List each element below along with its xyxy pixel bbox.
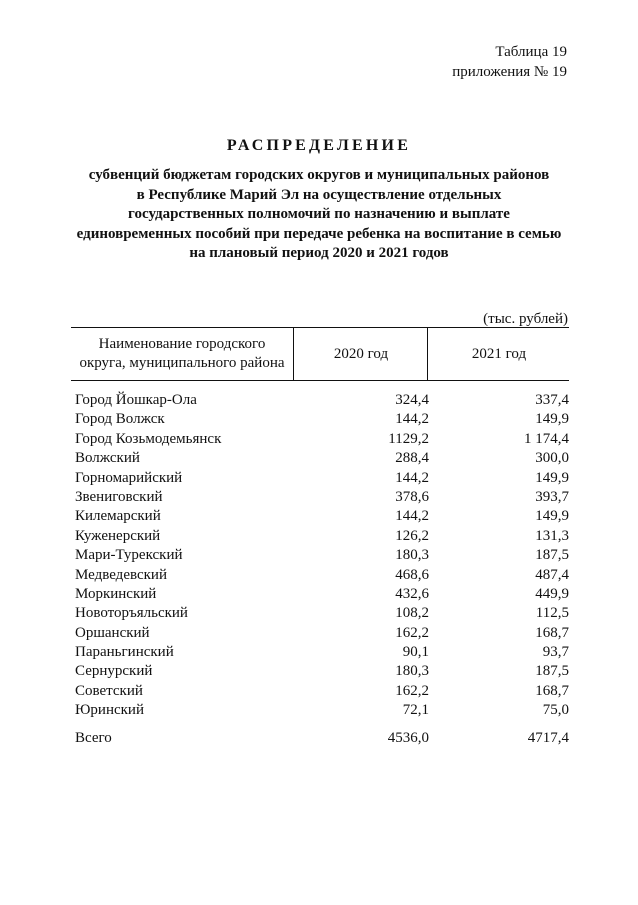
row-value-2020: 144,2 [395, 411, 429, 428]
table-row [71, 701, 569, 720]
row-value-2021: 393,7 [535, 488, 569, 505]
row-value-2021: 187,5 [535, 663, 569, 680]
subtitle-line: единовременных пособий при передаче ребенка на воспитание в семью [76, 225, 562, 242]
row-value-2021: 149,9 [535, 469, 569, 486]
row-name: Параньгинский [75, 644, 174, 661]
row-value-2020: 144,2 [395, 469, 429, 486]
table-row [71, 643, 569, 662]
table-row [71, 585, 569, 604]
row-value-2021: 487,4 [535, 566, 569, 583]
row-name: Оршанский [75, 624, 150, 641]
units-label: (тыс. рублей) [483, 311, 568, 327]
row-value-2021: 1 174,4 [524, 430, 569, 447]
total-2021: 4717,4 [527, 730, 569, 746]
table-row [71, 566, 569, 585]
row-value-2021: 75,0 [542, 702, 569, 719]
row-name: Моркинский [75, 585, 157, 602]
row-name: Куженерский [75, 527, 161, 544]
table-row [71, 449, 569, 468]
header-name-line2: округа, муниципального района [79, 355, 285, 371]
row-name: Медведевский [75, 566, 167, 583]
header-name [71, 328, 293, 380]
table-row [71, 488, 569, 507]
row-value-2020: 144,2 [395, 508, 429, 525]
row-name: Волжский [75, 450, 140, 467]
row-value-2021: 168,7 [535, 624, 569, 641]
table-row [71, 624, 569, 643]
row-value-2020: 324,4 [395, 392, 429, 408]
distribution-table [71, 327, 569, 746]
row-value-2021: 149,9 [535, 508, 569, 525]
table-header [71, 327, 569, 381]
row-value-2021: 449,9 [535, 585, 569, 602]
table-row [71, 469, 569, 488]
table-body [71, 391, 569, 721]
row-name: Советский [75, 682, 143, 699]
table-row [71, 391, 569, 410]
row-value-2020: 72,1 [402, 702, 429, 719]
row-value-2020: 180,3 [395, 663, 429, 680]
table-row [71, 527, 569, 546]
row-name: Сернурский [75, 663, 153, 680]
table-row [71, 682, 569, 701]
row-name: Звениговский [75, 488, 163, 505]
row-value-2020: 180,3 [395, 547, 429, 564]
row-value-2020: 432,6 [395, 585, 429, 602]
total-row [71, 728, 569, 748]
row-value-2021: 168,7 [535, 682, 569, 699]
appendix-number: приложения № 19 [452, 64, 567, 80]
row-value-2020: 288,4 [395, 450, 429, 467]
row-value-2020: 378,6 [395, 488, 429, 505]
subtitle-line: в Республике Марий Эл на осуществление отдельных [136, 186, 502, 203]
row-value-2021: 149,9 [535, 411, 569, 428]
table-row [71, 604, 569, 623]
table-row [71, 430, 569, 449]
row-value-2020: 126,2 [395, 527, 429, 544]
table-row [71, 410, 569, 429]
header-2020: 2020 год [293, 328, 428, 380]
row-value-2021: 300,0 [535, 450, 569, 467]
row-value-2020: 162,2 [395, 682, 429, 699]
subtitle-line: субвенций бюджетам городских округов и муниципальных районов [88, 167, 550, 183]
table-row [71, 662, 569, 681]
subtitle-line: государственных полномочий по назначению и выплате [128, 206, 510, 222]
total-label: Всего [75, 730, 112, 746]
header-2021: 2021 год [427, 328, 570, 380]
row-value-2021: 337,4 [535, 392, 569, 408]
row-name: Новоторъяльский [75, 605, 188, 622]
row-value-2020: 468,6 [395, 566, 429, 583]
row-value-2021: 131,3 [535, 527, 569, 544]
document-title: РАСПРЕДЕЛЕНИЕ [226, 137, 412, 154]
row-value-2021: 93,7 [542, 644, 569, 661]
row-name: Килемарский [75, 508, 161, 525]
row-name: Горномарийский [75, 469, 183, 486]
row-name: Город Волжск [75, 411, 165, 428]
table-number: Таблица 19 [495, 44, 567, 60]
row-value-2020: 90,1 [402, 644, 429, 661]
table-reference [452, 42, 567, 82]
header-name-line1: Наименование городского [98, 336, 266, 352]
row-value-2021: 112,5 [535, 605, 569, 622]
table-row [71, 546, 569, 565]
subtitle-line: на плановый период 2020 и 2021 годов [189, 245, 449, 261]
document-subtitle [70, 166, 568, 264]
row-value-2021: 187,5 [535, 547, 569, 564]
row-value-2020: 108,2 [395, 605, 429, 622]
row-name: Юринский [75, 702, 144, 719]
total-2020: 4536,0 [387, 730, 429, 746]
row-name: Город Козьмодемьянск [75, 430, 222, 447]
row-value-2020: 162,2 [395, 624, 429, 641]
row-name: Город Йошкар-Ола [75, 392, 197, 408]
row-name: Мари-Турекский [75, 547, 183, 564]
row-value-2020: 1129,2 [388, 430, 429, 447]
table-row [71, 507, 569, 526]
